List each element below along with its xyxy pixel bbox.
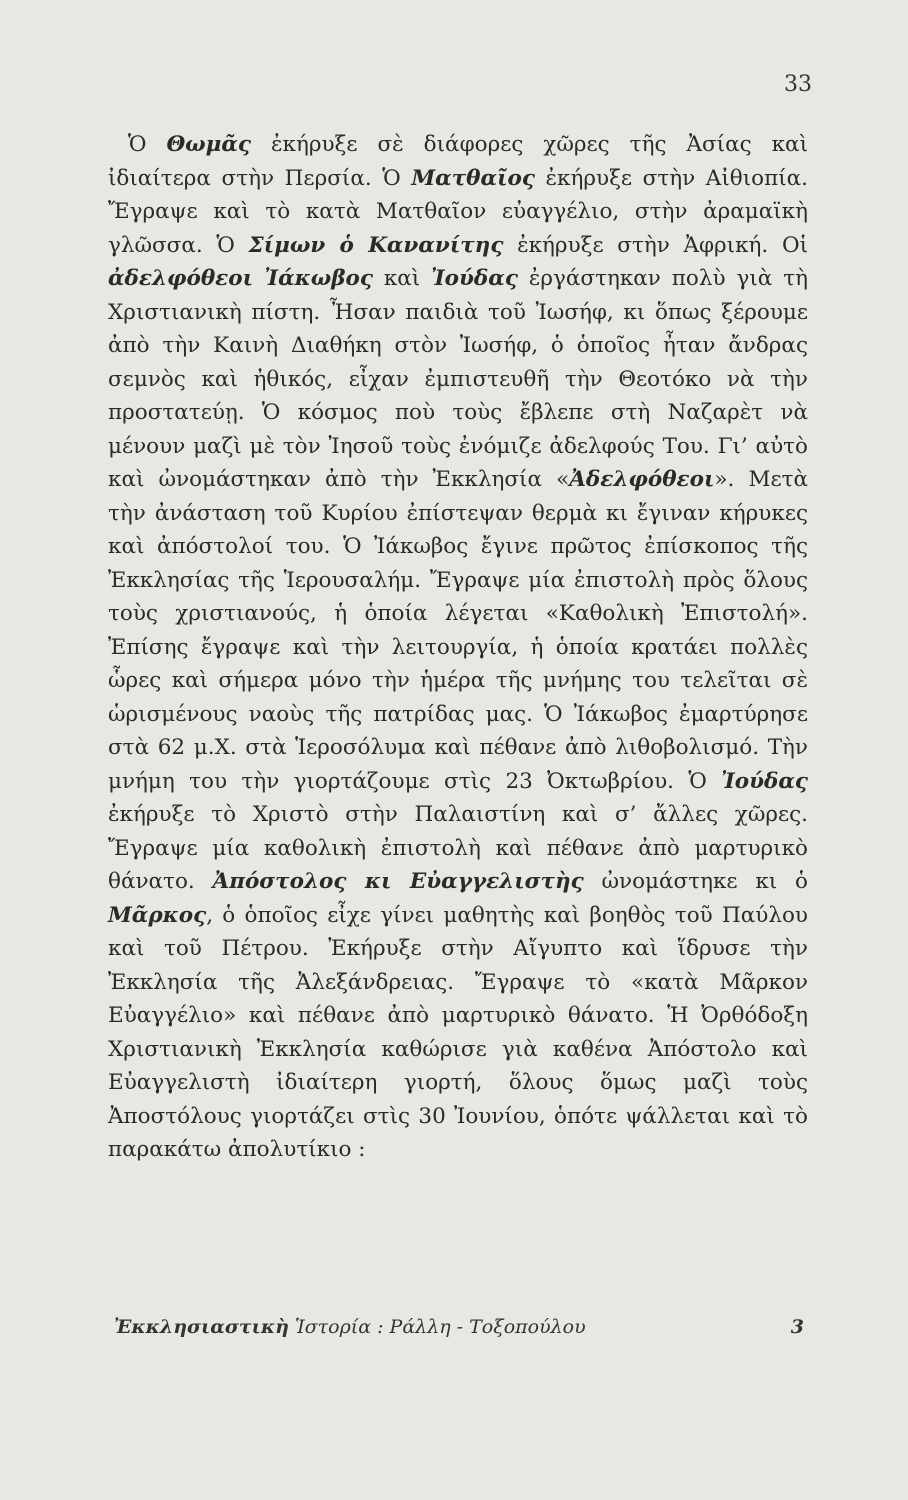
text-run: Οἱ — [781, 232, 808, 258]
text-run: Μετὰ τὴν ἀνάσταση τοῦ Κυρίου ἐπίστεψαν θερμὰ κι ἔγιναν κήρυκες καὶ ἀπόστολοί του. — [108, 467, 809, 559]
emphasis-text: Θωμᾶς — [166, 132, 252, 157]
emphasis-text: Ματθαῖος — [411, 165, 535, 191]
text-run: Ἡ Ὀρθόδοξη Χριστιανικὴ Ἐκκλησία καθώρισε γιὰ καθένα Ἀπόστολο καὶ Εὐαγγελιστὴ ἰδιαίτερη γιορτή, ὅλους ὅμως μαζὶ τοὺς Ἀποστόλους γιορτάζει στὶς 30 Ἰουνίου, ὁπότε ψάλλεται καὶ τὸ παρακάτω ἀπολυτίκιο : — [108, 1003, 808, 1162]
text-run: ». — [714, 467, 749, 492]
emphasis-text: Ἰούδας — [721, 768, 808, 794]
text-run: ἐκήρυξε σὲ διάφορες χῶρες τῆς Ἀσίας καὶ ἰδιαίτερα στὴν Περσία. — [108, 132, 809, 191]
text-run: ἐκήρυξε στὴν Ἀφρική. — [503, 232, 782, 258]
body-text — [108, 128, 808, 1167]
signature-mark: 3 — [790, 1316, 804, 1338]
emphasis-text: Ἀπόστολος κι Εὐαγγελιστὴς — [212, 869, 584, 894]
text-run: καὶ — [372, 266, 432, 291]
text-run: Ὁ — [128, 132, 167, 157]
emphasis-text: Ἰούδας — [431, 266, 518, 291]
text-run: , ὁ ὁποῖος εἶχε γίνει μαθητὴς καὶ βοηθὸς τοῦ Παύλου καὶ τοῦ Πέτρου. Ἐκήρυξε στὴν Αἴγυπτο καὶ ἵδρυσε τὴν Ἐκκλησία τῆς Ἀλεξάνδρειας. Ἔγραψε τὸ «κατὰ Μᾶρκον Εὐαγγέλιο» καὶ πέθανε ἀπὸ μαρτυρικὸ θάνατο. — [108, 902, 808, 1028]
emphasis-text: ἀδελφόθεοι Ἰάκωβος — [108, 266, 373, 291]
footer-title-bold: Ἐκκλησιαστικὴ — [114, 1316, 289, 1338]
text-run: Ὁ — [216, 232, 249, 258]
footer-title-rest: Ἱστορία : Ράλλη - Τοξοπούλου — [288, 1316, 586, 1338]
page-number: 33 — [784, 72, 812, 97]
text-run: ἐργάστηκαν πολὺ γιὰ τὴ Χριστιανικὴ πίστη. Ἦσαν παιδιὰ τοῦ Ἰωσήφ, κι ὅπως ξέρουμε ἀπὸ τὴν Καινὴ Διαθήκη στὸν Ἰωσήφ, ὁ ὁποῖος ἦταν ἄνδρας σεμνὸς καὶ ἠθικός, εἶχαν ἐμπιστευθῆ τὴν Θεοτόκο νὰ τὴν προστατεύῃ. Ὁ κόσμος ποὺ τοὺς ἔβλεπε στὴ Ναζαρὲτ νὰ μένουν μαζὶ μὲ τὸν Ἰησοῦ τοὺς ἐνόμιζε ἀδελφούς Του. Γι’ αὐτὸ καὶ ὠνομάστηκαν ἀπὸ τὴν Ἐκκλησία « — [108, 266, 808, 492]
footer-title — [114, 1316, 586, 1338]
text-run: Ὁ Ἰάκωβος ἐμαρτύρησε στὰ 62 μ.Χ. στὰ Ἱεροσόλυμα καὶ πέθανε ἀπὸ λιθοβολισμό. Τὴν μνήμη του τὴν γιορτάζουμε στὶς 23 Ὀκτωβρίου. — [108, 701, 809, 794]
text-run: ἐκήρυξε τὸ Χριστὸ στὴν Παλαιστίνη καὶ σ’ ἄλλες χῶρες. Ἔγραψε μία καθολικὴ ἐπιστολὴ καὶ πέθανε ἀπὸ μαρτυρικὸ θάνατο. — [108, 802, 808, 894]
emphasis-text: Σίμων ὁ Κανανίτης — [248, 232, 504, 258]
emphasis-text: Μᾶρκος — [108, 902, 207, 928]
page-footer — [114, 1316, 804, 1338]
text-run: Ὁ Ἰάκωβος ἔγινε πρῶτος ἐπίσκοπος τῆς Ἐκκλησίας τῆς Ἱερουσαλήμ. Ἔγραψε μία ἐπιστολὴ πρὸς ὅλους τοὺς χριστιανούς, ἡ ὁποία λέγεται «Καθολικὴ Ἐπιστολή». Ἐπίσης ἔγραψε καὶ τὴν λειτουργία, ἡ ὁποία κρατάει πολλὲς ὧρες καὶ σήμερα μόνο τὴν ἡμέρα τῆς μνήμης του τελεῖται σὲ ὡρισμένους ναοὺς τῆς πατρίδας μας. — [108, 534, 809, 727]
text-run: Ὁ — [382, 165, 412, 191]
text-run: ὠνομάστηκε κι ὁ — [583, 869, 808, 894]
text-run: ἐκήρυξε στὴν Αἰθιοπία. Ἔγραψε καὶ τὸ κατὰ Ματθαῖον εὐαγγέλιο, στὴν ἀραμαϊκὴ γλῶσσα. — [108, 165, 808, 258]
text-run: Ὁ — [688, 768, 722, 794]
emphasis-text: Ἀδελφόθεοι — [569, 467, 715, 492]
